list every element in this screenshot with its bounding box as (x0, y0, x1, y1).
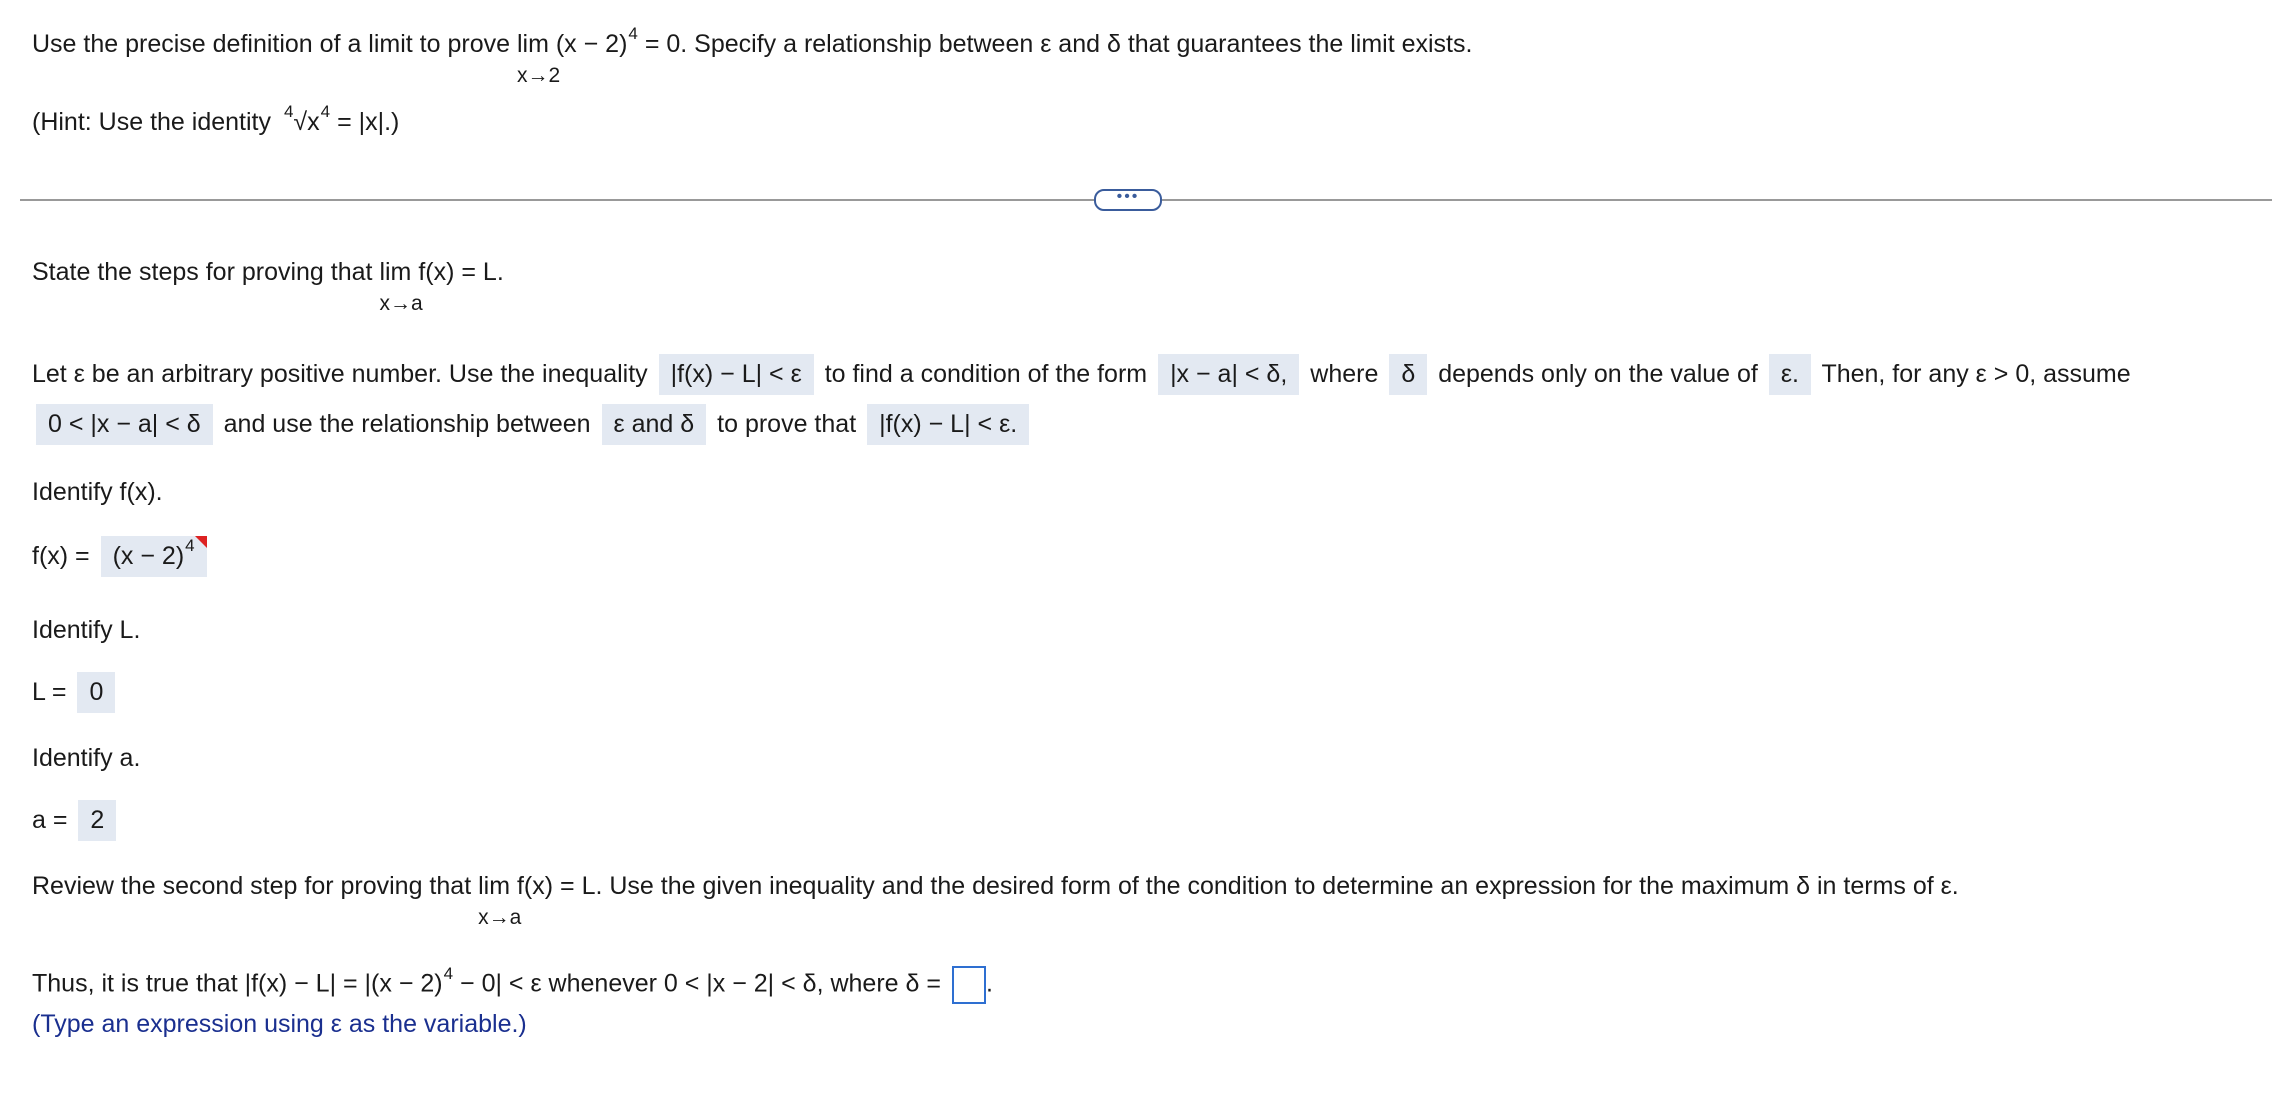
delta-answer-input[interactable] (952, 966, 986, 1004)
identify-L-row: L = 0 (32, 672, 119, 713)
final-statement: Thus, it is true that $|f(x) - L| = |(x - 2)^4 - 0| < \varepsilon$ whenever 0 < |x − 2| < δ, where δ = . (32, 966, 993, 1004)
fourth-root-expression: $^4√x^4$ (283, 102, 331, 136)
limit-power: 4 (628, 24, 638, 43)
limit-expression: lim x→a (478, 872, 522, 929)
question-tail: = 0. Specify a relationship between ε and δ that guarantees the limit exists. (644, 30, 1473, 58)
hint-text: (Hint: Use the identity $^4√x^4 = |x|$.) (32, 102, 400, 136)
answer-condition-form: |x − a| < δ, (1158, 354, 1299, 395)
input-instruction: (Type an expression using ε as the variable.) (32, 1010, 527, 1038)
answer-a: 2 (78, 800, 116, 841)
review-text: Review the second step for proving that lim x→a f(x) = L. Use the given inequality and the desired form of the condition to determine an expression for the maximum δ in terms of ε. (32, 872, 1959, 929)
identify-f-row: $f(x) = (x - 2)^4$ (32, 536, 211, 577)
show-more-button[interactable]: ••• (1094, 189, 1162, 211)
question-text (32, 24, 1473, 87)
answer-inequality: |f(x) − L| < ε (659, 354, 814, 395)
answer-relationship: ε and δ (602, 404, 707, 445)
identify-f-label: Identify f(x). (32, 478, 163, 506)
identify-L-label: Identify L. (32, 616, 141, 644)
question-intro: Use the precise definition of a limit to prove (32, 30, 511, 58)
answer-conclusion: |f(x) − L| < ε. (867, 404, 1029, 445)
steps-paragraph-line2: 0 < |x − a| < δ and use the relationship between ε and δ to prove that |f(x) − L| < ε. (32, 404, 1033, 445)
limit-function: (x − 2) (555, 30, 628, 58)
answer-epsilon: ε. (1769, 354, 1811, 395)
identify-a-label: Identify a. (32, 744, 141, 772)
answer-L: 0 (77, 672, 115, 713)
identify-a-row: a = 2 (32, 800, 120, 841)
limit-expression: lim x→a (379, 258, 423, 315)
limit-subscript: x→2 (516, 64, 561, 87)
answer-delta: δ (1389, 354, 1427, 395)
limit-expression: lim x→2 (516, 30, 561, 87)
steps-paragraph-line1: Let ε be an arbitrary positive number. Use the inequality |f(x) − L| < ε to find a condition of the form |x − a| < δ, where δ depends only on the value of ε. Then, for any ε > 0, assume (32, 354, 2131, 395)
steps-prompt: State the steps for proving that lim x→a f(x) = L. (32, 258, 504, 315)
answer-f: $(x - 2)^4$ (101, 536, 207, 577)
answer-assumption: 0 < |x − a| < δ (36, 404, 213, 445)
